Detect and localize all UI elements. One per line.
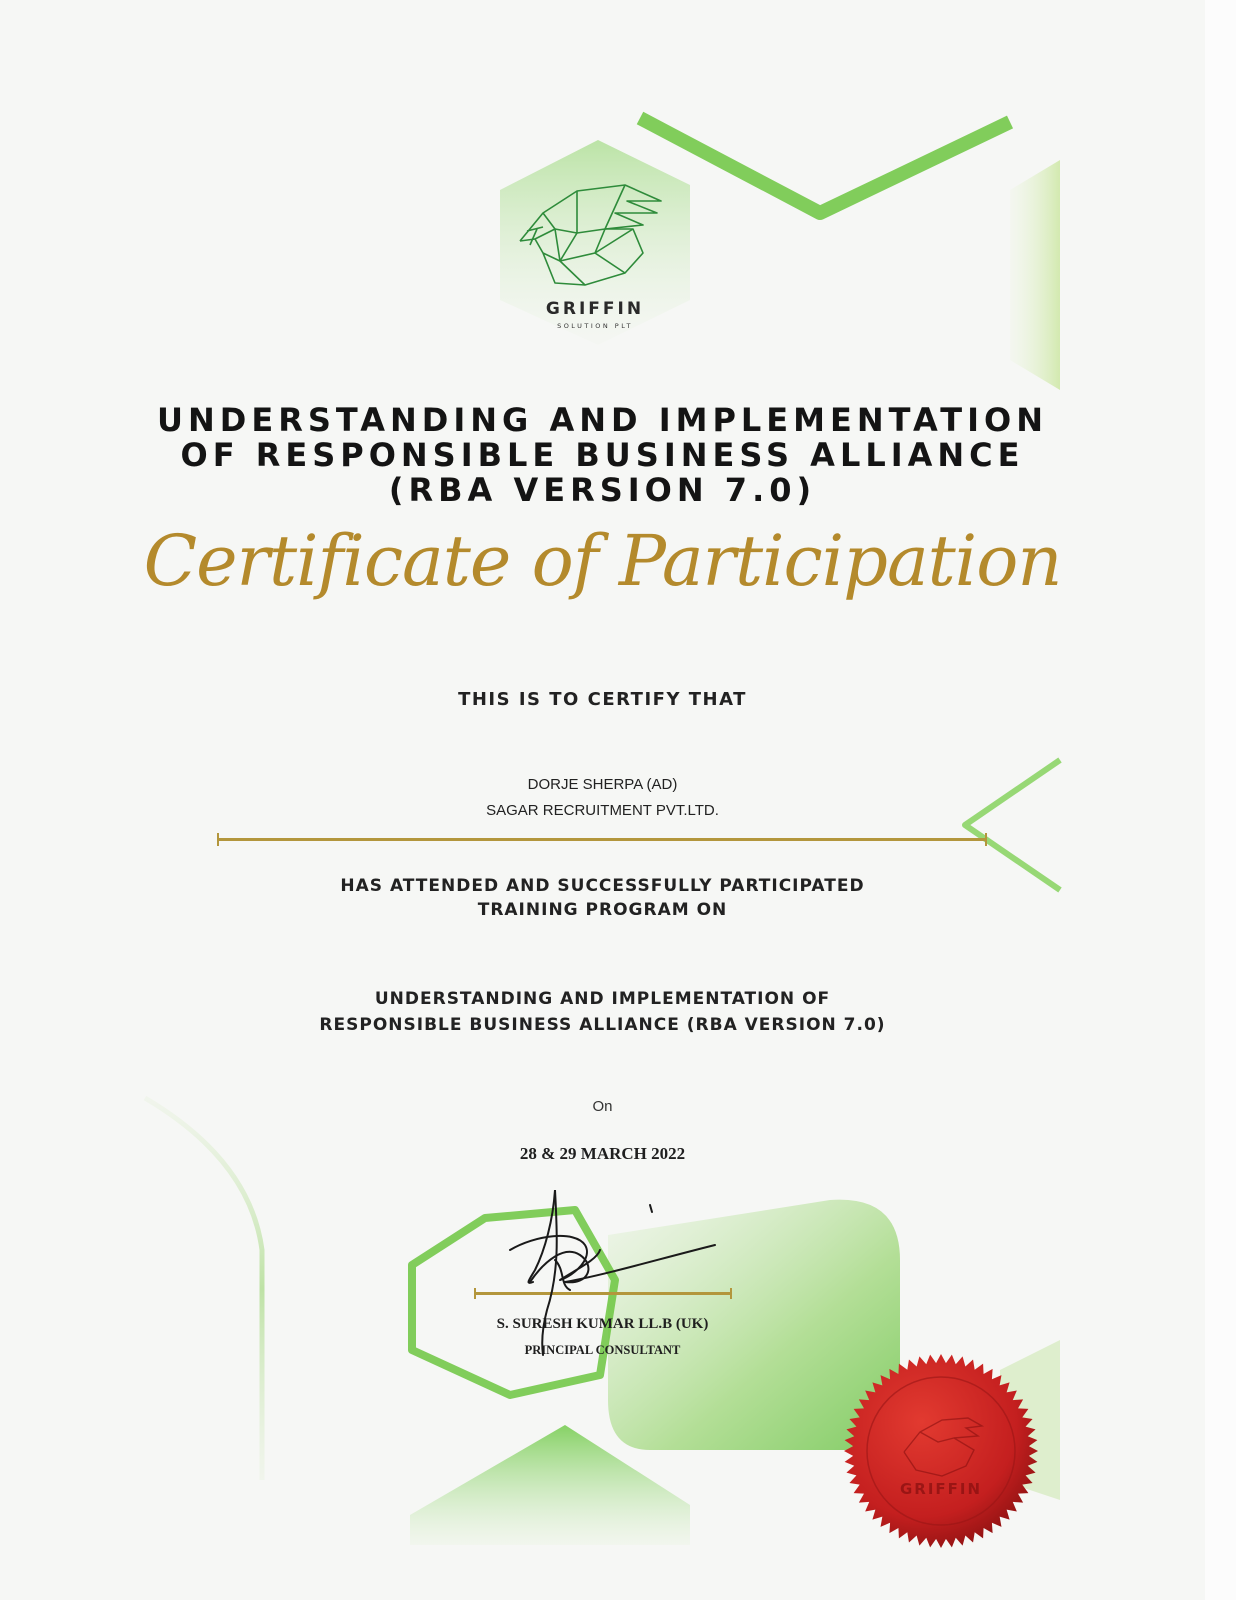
heading-line-1: UNDERSTANDING AND IMPLEMENTATION — [157, 401, 1048, 439]
logo-subtitle: SOLUTION PLT — [557, 322, 633, 330]
certificate-title: Certificate of Participation — [143, 520, 1062, 602]
training-date: 28 & 29 MARCH 2022 — [519, 1144, 686, 1163]
red-seal-stamp — [842, 1352, 1040, 1550]
handwritten-signature — [505, 1190, 735, 1380]
program-title — [0, 986, 1205, 1038]
attended-line-1: HAS ATTENDED AND SUCCESSFULLY PARTICIPATED — [340, 876, 865, 896]
griffin-logo-icon — [515, 183, 665, 291]
seal-text: GRIFFIN — [899, 1480, 983, 1498]
heading-line-3: (RBA VERSION 7.0) — [388, 471, 817, 509]
recipient-block — [0, 772, 1205, 824]
name-underline — [217, 838, 987, 841]
attended-line-2: TRAINING PROGRAM ON — [477, 900, 728, 920]
main-heading — [0, 403, 1205, 508]
on-label: On — [592, 1098, 613, 1115]
scan-edge — [1205, 0, 1236, 1600]
heading-line-2: OF RESPONSIBLE BUSINESS ALLIANCE — [180, 436, 1025, 474]
attended-statement — [0, 874, 1205, 922]
recipient-name: DORJE SHERPA (AD) — [527, 776, 678, 793]
certify-text: THIS IS TO CERTIFY THAT — [458, 689, 747, 710]
program-line-1: UNDERSTANDING AND IMPLEMENTATION OF — [374, 989, 831, 1009]
recipient-company: SAGAR RECRUITMENT PVT.LTD. — [486, 802, 719, 819]
signatory-name: S. SURESH KUMAR LL.B (UK) — [496, 1316, 709, 1332]
logo-name: GRIFFIN — [545, 299, 645, 319]
program-line-2: RESPONSIBLE BUSINESS ALLIANCE (RBA VERSION 7.0) — [319, 1015, 886, 1035]
signatory-title: PRINCIPAL CONSULTANT — [524, 1343, 681, 1357]
